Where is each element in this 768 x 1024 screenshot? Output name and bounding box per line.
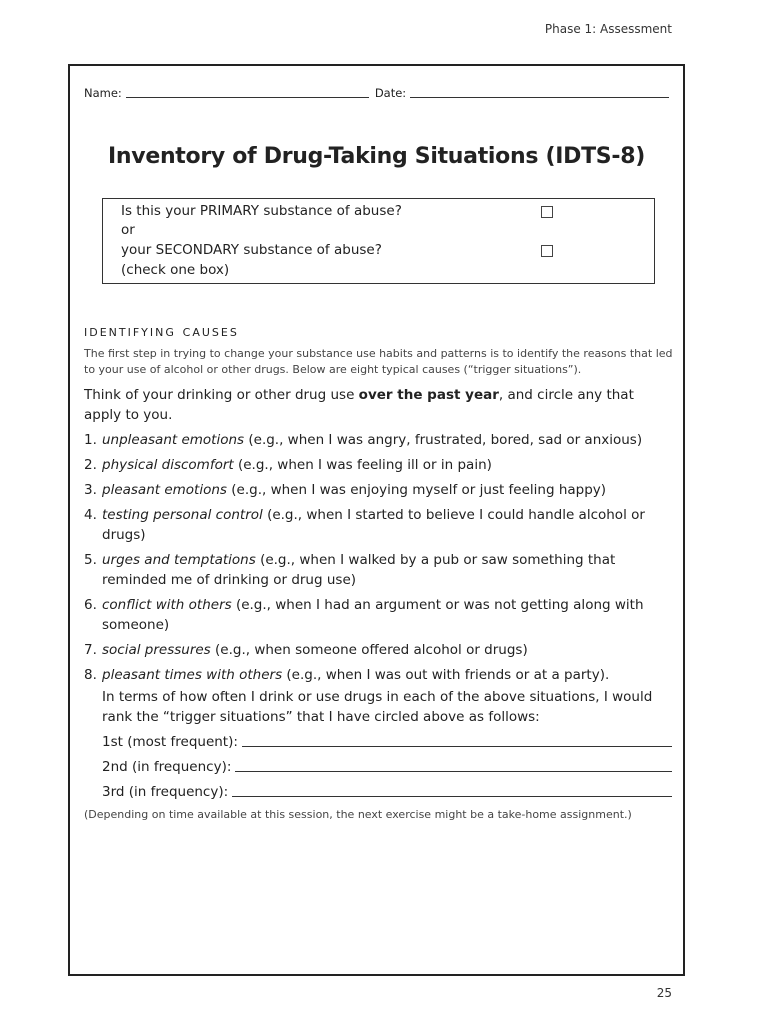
instruction-before: Think of your drinking or other drug use (84, 387, 359, 403)
instruction-text (84, 385, 674, 425)
item-detail: (e.g., when I had an argument or was not getting along with someone) (102, 597, 644, 633)
check-instruction: (check one box) (121, 262, 230, 278)
instruction-bold: over the past year (358, 387, 499, 403)
trigger-item[interactable] (84, 665, 674, 685)
item-number: 7. (84, 642, 97, 658)
item-detail: (e.g., when I was angry, frustrated, bored, sad or anxious) (244, 432, 643, 448)
item-number: 3. (84, 482, 97, 498)
trigger-item[interactable] (84, 640, 674, 660)
item-term: pleasant emotions (102, 482, 227, 498)
primary-question: Is this your PRIMARY substance of abuse? (121, 203, 402, 219)
name-label: Name: (84, 86, 122, 100)
rank-second-row (102, 759, 672, 775)
item-detail: (e.g., when I was out with friends or at a party). (282, 667, 610, 683)
worksheet-frame (68, 64, 685, 976)
rank-second-label: 2nd (in frequency): (102, 759, 232, 775)
trigger-item[interactable] (84, 595, 674, 635)
trigger-list (84, 430, 674, 690)
item-number: 4. (84, 507, 97, 523)
trigger-item[interactable] (84, 550, 674, 590)
item-term: physical discomfort (102, 457, 234, 473)
date-label: Date: (374, 86, 407, 100)
rank-third-field[interactable] (232, 786, 672, 797)
rank-second-field[interactable] (235, 761, 672, 772)
item-term: conflict with others (102, 597, 232, 613)
section-heading: identifying causes (84, 322, 239, 340)
item-term: urges and temptations (102, 552, 256, 568)
page-title: Inventory of Drug-Taking Situations (IDTS-8) (108, 144, 645, 169)
item-detail: (e.g., when I was feeling ill or in pain) (233, 457, 492, 473)
rank-first-row (102, 734, 672, 750)
rank-first-field[interactable] (242, 736, 672, 747)
ranking-intro: In terms of how often I drink or use drugs in each of the above situations, I would rank the “trigger situations” that I have circled above as follows: (102, 689, 653, 725)
date-field[interactable] (410, 87, 669, 98)
trigger-item[interactable] (84, 505, 674, 545)
primary-checkbox[interactable] (541, 206, 553, 218)
trigger-item[interactable] (84, 455, 674, 475)
item-detail: (e.g., when I started to believe I could handle alcohol or drugs) (102, 507, 645, 543)
substance-box (102, 198, 655, 284)
item-term: testing personal control (102, 507, 263, 523)
name-field[interactable] (126, 87, 369, 98)
trigger-item[interactable] (84, 430, 674, 450)
item-number: 1. (84, 432, 97, 448)
page-number: 25 (656, 986, 672, 1000)
item-detail: (e.g., when I was enjoying myself or just feeling happy) (226, 482, 607, 498)
rank-first-label: 1st (most frequent): (102, 734, 238, 750)
or-label: or (121, 222, 135, 238)
secondary-checkbox[interactable] (541, 245, 553, 257)
item-term: unpleasant emotions (102, 432, 245, 448)
item-detail: (e.g., when someone offered alcohol or drugs) (210, 642, 528, 658)
name-date-row (84, 86, 669, 100)
item-number: 8. (84, 667, 97, 683)
item-number: 6. (84, 597, 97, 613)
item-term: social pressures (102, 642, 211, 658)
rank-third-row (102, 784, 672, 800)
section-intro: The first step in trying to change your substance use habits and patterns is to identify the reasons that led to your use of alcohol or other drugs. Below are eight typical causes (“trigger situations”). (84, 347, 673, 376)
item-detail: (e.g., when I walked by a pub or saw something that reminded me of drinking or drug use) (102, 552, 616, 588)
footnote: (Depending on time available at this session, the next exercise might be a take-home assignment.) (84, 808, 632, 821)
rank-third-label: 3rd (in frequency): (102, 784, 229, 800)
item-number: 2. (84, 457, 97, 473)
secondary-question: your SECONDARY substance of abuse? (121, 242, 382, 258)
instruction-after: , and circle any that apply to you. (84, 387, 634, 423)
trigger-item[interactable] (84, 480, 674, 500)
item-number: 5. (84, 552, 97, 568)
item-term: pleasant times with others (102, 667, 283, 683)
running-header: Phase 1: Assessment (544, 22, 672, 36)
